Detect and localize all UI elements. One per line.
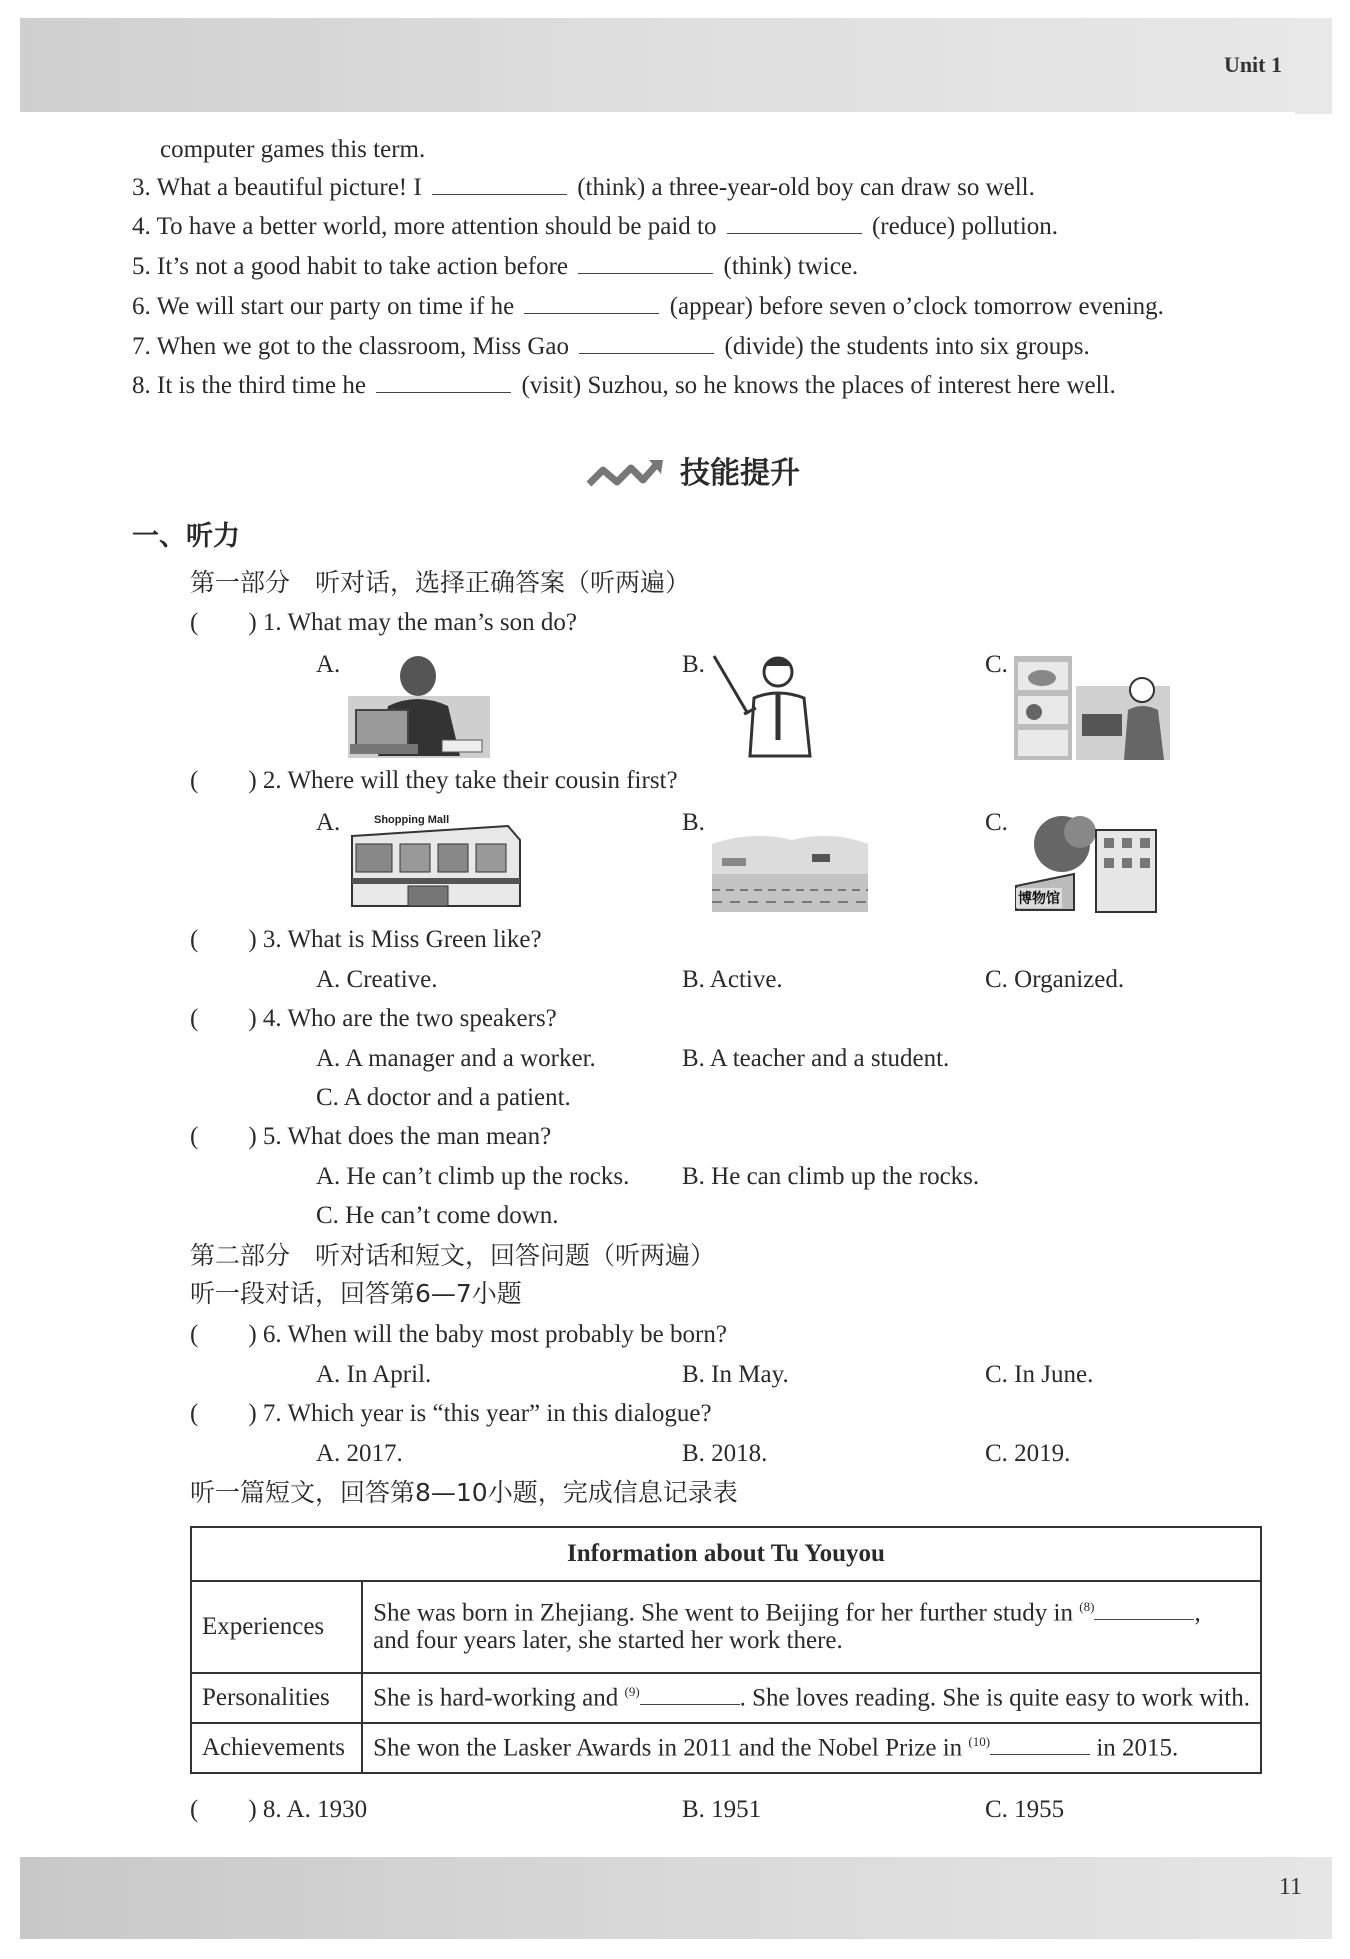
- item-text: To have a better world, more attention should be paid to: [156, 213, 717, 240]
- question-text: 8. A. 1930: [262, 1796, 368, 1823]
- option-a[interactable]: A.: [316, 809, 341, 836]
- item-text: We will start our party on time if he: [156, 293, 515, 320]
- table-title: Information about Tu Youyou: [191, 1527, 1261, 1581]
- option-b[interactable]: B. A teacher and a student.: [682, 1045, 950, 1072]
- question-text: 5. What does the man mean?: [262, 1123, 552, 1150]
- page-number: 11: [1278, 1874, 1302, 1900]
- answer-parens[interactable]: ( ): [190, 1796, 257, 1823]
- row-label: Experiences: [191, 1581, 362, 1673]
- answer-parens[interactable]: ( ): [190, 926, 257, 953]
- answer-blank[interactable]: [432, 172, 567, 195]
- answer-blank[interactable]: [579, 331, 714, 354]
- question-2: [190, 765, 678, 797]
- row-text: She was born in Zhejiang. She went to Beijing for her further study in: [373, 1599, 1074, 1627]
- answer-parens[interactable]: ( ): [190, 767, 257, 794]
- item-number: 4.: [132, 213, 151, 240]
- answer-parens[interactable]: ( ): [190, 609, 257, 636]
- row-text: ,: [1194, 1599, 1201, 1627]
- item-number: 8.: [132, 372, 151, 399]
- table-header-row: [191, 1527, 1261, 1581]
- office-worker-laptop-illustration: [348, 656, 490, 758]
- answer-blank[interactable]: [640, 1684, 740, 1705]
- table-row: [191, 1673, 1261, 1723]
- row-content: [362, 1673, 1261, 1723]
- question-text: 6. When will the baby most probably be born?: [262, 1321, 727, 1348]
- item-number: 7.: [132, 333, 151, 360]
- table-row: [191, 1723, 1261, 1773]
- row-content: [362, 1581, 1261, 1673]
- item-text: It’s not a good habit to take action before: [157, 253, 568, 280]
- item-number: 6.: [132, 293, 151, 320]
- option-b[interactable]: B. 2018.: [682, 1440, 768, 1467]
- row-text: in 2015.: [1096, 1734, 1179, 1762]
- question-4: [190, 1003, 557, 1035]
- option-b[interactable]: B. In May.: [682, 1361, 789, 1388]
- exercise-item: [132, 291, 1164, 323]
- question-3: [190, 924, 542, 956]
- option-a[interactable]: A. In April.: [316, 1361, 432, 1388]
- option-c[interactable]: C. He can’t come down.: [316, 1202, 559, 1229]
- answer-blank[interactable]: [578, 251, 713, 274]
- answer-blank[interactable]: [727, 211, 862, 234]
- option-a[interactable]: A. He can’t climb up the rocks.: [316, 1163, 630, 1190]
- passage-instruction: 听一篇短文，回答第8—10小题，完成信息记录表: [190, 1478, 738, 1507]
- option-b[interactable]: B. 1951: [682, 1796, 762, 1823]
- info-table: [190, 1526, 1262, 1774]
- trend-arrow-icon: [585, 458, 665, 494]
- exercise-item: [132, 331, 1090, 363]
- question-8: [190, 1794, 367, 1826]
- header-band: [20, 18, 1332, 114]
- answer-parens[interactable]: ( ): [190, 1400, 257, 1427]
- part1-instruction: 第一部分 听对话，选择正确答案（听两遍）: [190, 568, 691, 597]
- option-c[interactable]: C. A doctor and a patient.: [316, 1084, 571, 1111]
- option-b[interactable]: B. Active.: [682, 966, 783, 993]
- item-text: What a beautiful picture! I: [156, 174, 422, 201]
- exercise-item: [132, 211, 1058, 243]
- item-hint: (reduce) pollution.: [871, 213, 1059, 240]
- answer-blank[interactable]: [1094, 1599, 1194, 1620]
- question-1: [190, 607, 577, 639]
- item-text: When we got to the classroom, Miss Gao: [156, 333, 569, 360]
- row-text: and four years later, she started her work there.: [373, 1627, 843, 1655]
- museum-sign: 博物馆: [1016, 888, 1062, 908]
- teacher-pointer-illustration: [706, 652, 832, 762]
- question-text: 1. What may the man’s son do?: [262, 609, 577, 636]
- item-text: It is the third time he: [157, 372, 366, 399]
- option-c[interactable]: C.: [985, 651, 1008, 678]
- item-hint: (divide) the students into six groups.: [724, 333, 1090, 360]
- dialog-instruction: 听一段对话，回答第6—7小题: [190, 1279, 522, 1308]
- option-b[interactable]: B.: [682, 809, 705, 836]
- answer-parens[interactable]: ( ): [190, 1005, 257, 1032]
- table-row: [191, 1581, 1261, 1673]
- mall-sign: Shopping Mall: [374, 814, 450, 826]
- exercise-item: [132, 251, 858, 283]
- listening-heading: 一、听力: [132, 521, 240, 552]
- blank-number: (8): [1079, 1598, 1095, 1614]
- exercise-item: [132, 172, 1035, 204]
- answer-blank[interactable]: [524, 291, 659, 314]
- unit-label: Unit 1: [1223, 52, 1282, 77]
- answer-parens[interactable]: ( ): [190, 1123, 257, 1150]
- footer-band: [20, 1857, 1332, 1939]
- option-c[interactable]: C. Organized.: [985, 966, 1125, 993]
- option-c[interactable]: C. 2019.: [985, 1440, 1071, 1467]
- option-b[interactable]: B.: [682, 651, 705, 678]
- shop-counter-illustration: [1014, 656, 1170, 760]
- shopping-mall-illustration: [348, 814, 524, 910]
- row-text: . She loves reading. She is quite easy to work with.: [739, 1684, 1250, 1712]
- row-text: She won the Lasker Awards in 2011 and the Nobel Prize in: [373, 1734, 963, 1762]
- answer-blank[interactable]: [376, 370, 511, 393]
- item-hint: (visit) Suzhou, so he knows the places of interest here well.: [521, 372, 1116, 399]
- item-hint: (appear) before seven o’clock tomorrow evening.: [669, 293, 1164, 320]
- row-content: [362, 1723, 1261, 1773]
- option-c[interactable]: C.: [985, 809, 1008, 836]
- option-a[interactable]: A. Creative.: [316, 966, 438, 993]
- item-hint: (think) twice.: [723, 253, 859, 280]
- option-b[interactable]: B. He can climb up the rocks.: [682, 1163, 980, 1190]
- part2-instruction: 第二部分 听对话和短文，回答问题（听两遍）: [190, 1241, 716, 1270]
- museum-illustration: [1014, 814, 1166, 918]
- blank-number: (9): [624, 1683, 640, 1699]
- item-number: 3.: [132, 174, 151, 201]
- question-text: 3. What is Miss Green like?: [262, 926, 542, 953]
- option-a[interactable]: A.: [316, 651, 341, 678]
- row-label: Personalities: [191, 1673, 362, 1723]
- option-a[interactable]: A. 2017.: [316, 1440, 403, 1467]
- item-number: 5.: [132, 253, 151, 280]
- row-text: She is hard-working and: [373, 1684, 619, 1712]
- question-7: [190, 1398, 712, 1430]
- section-title: 技能提升: [680, 456, 800, 491]
- question-text: 4. Who are the two speakers?: [262, 1005, 557, 1032]
- question-6: [190, 1319, 727, 1351]
- row-label: Achievements: [191, 1723, 362, 1773]
- exercise-continuation: computer games this term.: [160, 136, 426, 163]
- question-5: [190, 1121, 551, 1153]
- question-text: 2. Where will they take their cousin first?: [262, 767, 678, 794]
- option-a[interactable]: A. A manager and a worker.: [316, 1045, 596, 1072]
- question-text: 7. Which year is “this year” in this dialogue?: [262, 1400, 712, 1427]
- item-hint: (think) a three-year-old boy can draw so well.: [577, 174, 1035, 201]
- answer-parens[interactable]: ( ): [190, 1321, 257, 1348]
- exercise-item: [132, 370, 1116, 402]
- blank-number: (10): [968, 1733, 991, 1749]
- beach-illustration: [712, 814, 868, 912]
- option-c[interactable]: C. In June.: [985, 1361, 1094, 1388]
- answer-blank[interactable]: [990, 1734, 1090, 1755]
- option-c[interactable]: C. 1955: [985, 1796, 1065, 1823]
